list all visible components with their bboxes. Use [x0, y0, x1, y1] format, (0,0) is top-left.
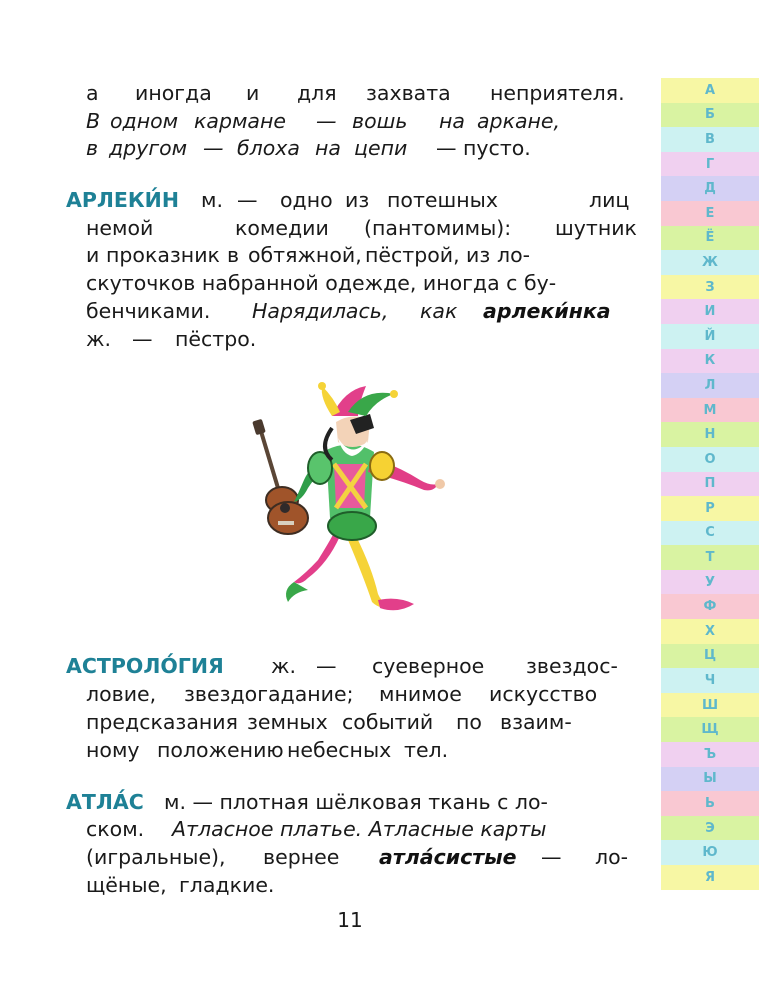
word: м. — плотная шёлковая ткань с ло-	[164, 790, 548, 814]
text-line	[0, 815, 759, 844]
headword: АРЛЕКИ́Н	[66, 188, 179, 212]
alphabet-index-letter[interactable]: У	[661, 570, 759, 595]
text-line	[0, 134, 759, 163]
word: вернее	[263, 845, 340, 869]
alphabet-index-letter[interactable]: А	[661, 78, 759, 103]
headword: АСТРОЛО́ГИЯ	[66, 654, 224, 678]
word: комедии	[235, 216, 329, 240]
text-line	[0, 871, 759, 900]
text-line	[0, 788, 759, 817]
alphabet-index-letter[interactable]: Г	[661, 152, 759, 177]
page-number: 11	[337, 908, 363, 932]
word: цепи	[354, 136, 408, 160]
word: другом	[109, 136, 188, 160]
word: пёстрой,	[365, 243, 460, 267]
text-line	[0, 269, 759, 298]
headword: АТЛА́С	[66, 790, 144, 814]
alphabet-index-letter[interactable]: Х	[661, 619, 759, 644]
word: ском.	[86, 817, 145, 841]
alphabet-index-letter[interactable]: Н	[661, 422, 759, 447]
word: на	[315, 136, 341, 160]
word: лиц	[589, 188, 630, 212]
alphabet-index-letter[interactable]: М	[661, 398, 759, 423]
word: звездогадание;	[184, 682, 354, 706]
alphabet-index-letter[interactable]: Р	[661, 496, 759, 521]
alphabet-index-letter[interactable]: Я	[661, 865, 759, 890]
text-line	[0, 325, 759, 354]
word: одно	[280, 188, 333, 212]
word: а	[86, 81, 99, 105]
alphabet-index-letter[interactable]: Ъ	[661, 742, 759, 767]
alphabet-index-letter[interactable]: Б	[661, 103, 759, 128]
alphabet-index-letter[interactable]: В	[661, 127, 759, 152]
word: шутник	[555, 216, 637, 240]
text-line	[0, 680, 759, 709]
word: (игральные),	[86, 845, 226, 869]
word: в	[227, 243, 240, 267]
word: предсказания	[86, 710, 238, 734]
word: из	[345, 188, 370, 212]
alphabet-index-letter[interactable]: Л	[661, 373, 759, 398]
alphabet-index-letter[interactable]: Ц	[661, 644, 759, 669]
word: событий	[342, 710, 434, 734]
word: —	[132, 327, 153, 351]
alphabet-index-letter[interactable]: Ш	[661, 693, 759, 718]
guitar-icon	[252, 419, 308, 534]
alphabet-index-letter[interactable]: Ф	[661, 594, 759, 619]
word: бенчиками.	[86, 299, 211, 323]
alphabet-index-letter[interactable]: Щ	[661, 717, 759, 742]
word: для	[297, 81, 337, 105]
text-line	[0, 297, 759, 326]
text-line	[0, 843, 759, 872]
word: потешных	[387, 188, 498, 212]
alphabet-index-letter[interactable]: С	[661, 521, 759, 546]
text-line	[0, 708, 759, 737]
word: захвата	[366, 81, 451, 105]
text-line	[0, 186, 759, 215]
alphabet-index-letter[interactable]: Е	[661, 201, 759, 226]
text-line	[0, 241, 759, 270]
alphabet-index-letter[interactable]: И	[661, 299, 759, 324]
word: Атласное платье. Атласные карты	[172, 817, 547, 841]
derived-word: арлеки́нка	[483, 299, 611, 323]
word: и	[86, 243, 100, 267]
word: —	[316, 654, 337, 678]
word: по	[456, 710, 482, 734]
alphabet-index-letter[interactable]: Ч	[661, 668, 759, 693]
word: суеверное	[372, 654, 485, 678]
word: в	[86, 136, 99, 160]
word: —	[316, 109, 337, 133]
word: —	[541, 845, 562, 869]
derived-word: атла́систые	[379, 845, 517, 869]
word: как	[420, 299, 458, 323]
word: В	[86, 109, 101, 133]
word: ж.	[271, 654, 296, 678]
word: искусство	[489, 682, 598, 706]
word: вошь	[352, 109, 408, 133]
word: ж.	[86, 327, 111, 351]
word: ному	[86, 738, 140, 762]
word: — пусто.	[436, 136, 531, 160]
alphabet-index-letter[interactable]: Т	[661, 545, 759, 570]
text-line	[0, 214, 759, 243]
alphabet-index-letter[interactable]: О	[661, 447, 759, 472]
alphabet-index-letter[interactable]: К	[661, 349, 759, 374]
word: скуточков набранной одежде, иногда с бу-	[86, 271, 557, 295]
word: положению	[157, 738, 284, 762]
word: одном	[110, 109, 179, 133]
word: проказник	[106, 243, 220, 267]
harlequin-illustration	[248, 368, 468, 613]
word: неприятеля.	[490, 81, 625, 105]
word: —	[203, 136, 224, 160]
text-line	[0, 652, 759, 681]
alphabet-index-letter[interactable]: Ё	[661, 226, 759, 251]
word: иногда	[135, 81, 212, 105]
alphabet-index-letter[interactable]: Ь	[661, 791, 759, 816]
word: Нарядилась,	[252, 299, 389, 323]
alphabet-index-letter[interactable]: Й	[661, 324, 759, 349]
word: пёстро.	[175, 327, 257, 351]
text-line	[0, 79, 759, 108]
word: и	[246, 81, 260, 105]
word: аркане,	[477, 109, 561, 133]
text-line	[0, 107, 759, 136]
word: немой	[86, 216, 154, 240]
alphabet-index-letter[interactable]: Ы	[661, 767, 759, 792]
word: щёные,	[86, 873, 167, 897]
word: тел.	[404, 738, 449, 762]
word: блоха	[237, 136, 300, 160]
word: из	[466, 243, 491, 267]
word: гладкие.	[179, 873, 275, 897]
alphabet-index-letter[interactable]: Д	[661, 176, 759, 201]
word: ло-	[497, 243, 531, 267]
alphabet-index-letter[interactable]: Ж	[661, 250, 759, 275]
word: м.	[201, 188, 223, 212]
word: на	[439, 109, 465, 133]
word: —	[237, 188, 258, 212]
alphabet-index-letter[interactable]: Э	[661, 816, 759, 841]
word: мнимое	[379, 682, 462, 706]
word: небесных	[287, 738, 392, 762]
word: ловие,	[86, 682, 157, 706]
word: обтяжной,	[248, 243, 362, 267]
text-line	[0, 736, 759, 765]
alphabet-index	[661, 78, 759, 890]
word: ло-	[595, 845, 629, 869]
word: звездос-	[526, 654, 618, 678]
alphabet-index-letter[interactable]: Ю	[661, 840, 759, 865]
word: кармане	[194, 109, 286, 133]
alphabet-index-letter[interactable]: З	[661, 275, 759, 300]
alphabet-index-letter[interactable]: П	[661, 472, 759, 497]
word: земных	[247, 710, 328, 734]
word: взаим-	[500, 710, 572, 734]
word: (пантомимы):	[364, 216, 512, 240]
